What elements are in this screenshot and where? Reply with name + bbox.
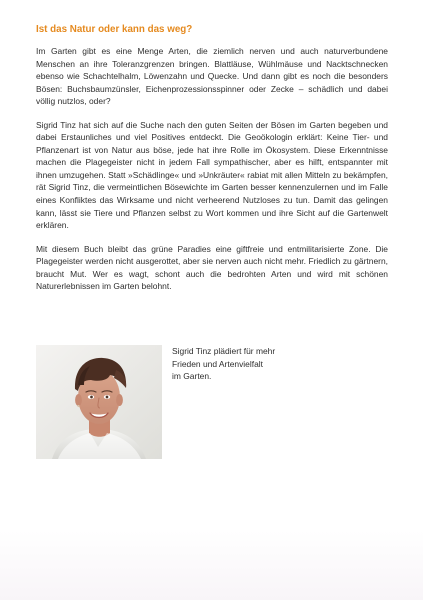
author-caption: Sigrid Tinz plädiert für mehr Frieden und Artenvielfalt im Garten.: [172, 346, 276, 382]
author-approach-paragraph: Sigrid Tinz hat sich auf die Suche nach den guten Seiten der Bösen im Garten begeben und dabei Erstaunliches und viel Positives entdeckt. Die Geoökologin erklärt: Keine Tier- und Pflanzenart ist von Natur aus böse, jede hat ihre Rolle im Ökosystem. Diese Erkenntnisse machen die Plagegeister nicht in jedem Fall sympathischer, aber es hilft, entspannter mit ihnen umzugehen. Statt »Schädlinge« und »Unkräuter« rabiat mit allen Mitteln zu bekämpfen, rät Sigrid Tinz, die vermeintlichen Bösewichte im Garten besser kennenzulernen und im Falle eines Konfliktes das Wirksame und nicht verheerend Nutzloses zu tun. Damit das gelingen kann, lässt sie Tiere und Pflanzen selbst zu Wort kommen und ihre Sicht auf die Gartenwelt erklären.: [36, 119, 388, 231]
intro-paragraph: Im Garten gibt es eine Menge Arten, die ziemlich nerven und auch naturverbundene Menschen an ihre Toleranzgrenzen bringen. Blattläuse, Wühlmäuse und Nacktschnecken ebenso wie Schachtelhalm, Löwenzahn und Quecke. Und dann gibt es noch die besonders Bösen: Buchsbaumzünsler, Eichenprozessionsspinner oder Zecke – schädlich und dabei völlig nutzlos, oder?: [36, 46, 388, 107]
author-section: [36, 345, 388, 460]
page-title: Ist das Natur oder kann das weg?: [36, 24, 193, 35]
portrait-image: [36, 345, 162, 459]
main-text-column: [36, 23, 388, 304]
page-bottom-tint: [0, 530, 423, 600]
closing-paragraph: Mit diesem Buch bleibt das grüne Paradies eine giftfreie und entmilitarisierte Zone. Die Plagegeister werden nicht ausgerottet, aber sie nerven auch nicht mehr. Friedlich zu gärtnern, braucht Mut. Wer es wagt, schont auch die bedrohten Arten und wird mit schönen Naturerlebnissen im Garten belohnt.: [36, 243, 388, 292]
author-photo: [36, 345, 162, 459]
